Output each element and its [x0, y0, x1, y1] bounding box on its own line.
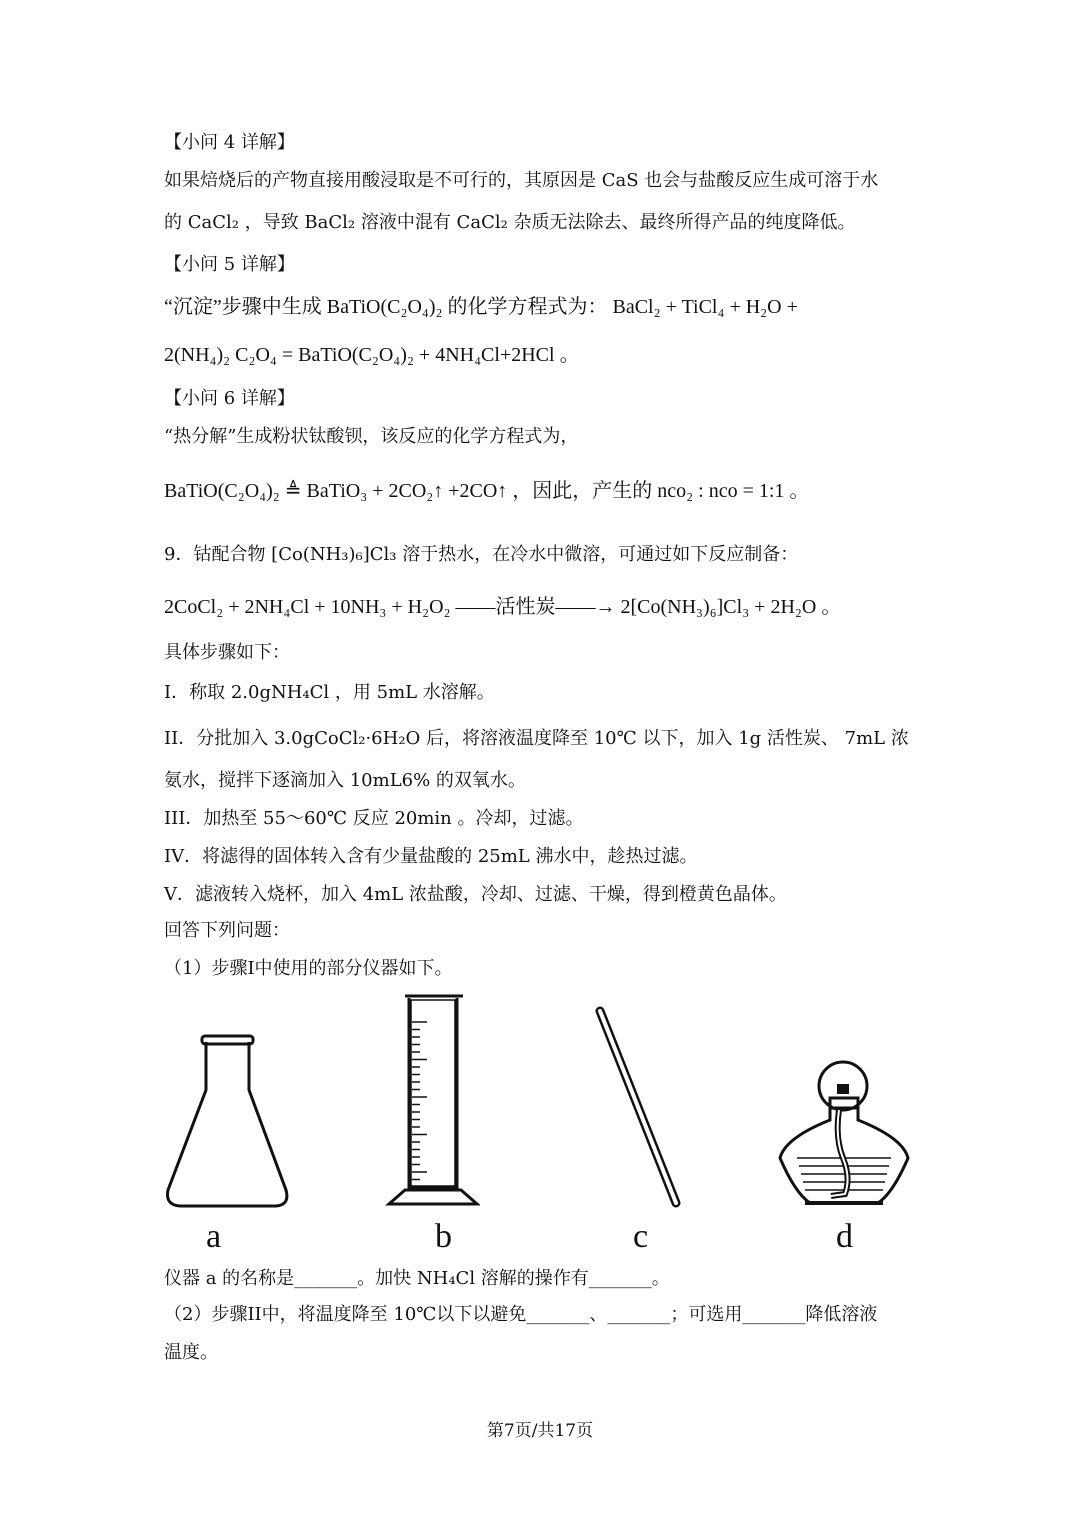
- q9-sub2-line1: （2）步骤II中，将温度降至 10℃以下以避免_______、_______；可选用_______降低溶液: [164, 1304, 878, 1325]
- q9-sub2-line2: 温度。: [164, 1342, 218, 1363]
- q9-step1: I．称取 2.0gNH₄Cl ，用 5mL 水溶解。: [164, 682, 495, 703]
- q9-sub1-question: 仪器 a 的名称是_______。加快 NH₄Cl 溶解的操作有_______。: [164, 1268, 670, 1289]
- q9-step4: IV．将滤得的固体转入含有少量盐酸的 25mL 沸水中，趁热过滤。: [164, 846, 698, 867]
- graduated-cylinder-image: [385, 992, 480, 1212]
- q6-line2: BaTiO(C₂O₄)₂ ≜ BaTiO₃ + 2CO₂↑ +2CO↑ ，因此，产生的 nco₂ : nco = 1:1 。: [164, 480, 810, 502]
- label-b: b: [435, 1218, 452, 1255]
- q9-equation: 2CoCl₂ + 2NH₄Cl + 10NH₃ + H₂O₂ ——活性炭——→ 2[Co(NH₃)₆]Cl₃ + 2H₂O 。: [164, 596, 842, 618]
- q9-steps-title: 具体步骤如下：: [164, 642, 290, 663]
- q6-line1: “热分解”生成粉状钛酸钡，该反应的化学方程式为，: [164, 426, 579, 447]
- label-a: a: [206, 1218, 222, 1255]
- q9-answer-prompt: 回答下列问题：: [164, 920, 290, 941]
- q4-line2: 的 CaCl₂ ，导致 BaCl₂ 溶液中混有 CaCl₂ 杂质无法除去、最终所得产品的纯度降低。: [164, 212, 856, 233]
- q9-step2a: II．分批加入 3.0gCoCl₂·6H₂O 后，将溶液温度降至 10℃ 以下，加入 1g 活性炭、 7mL 浓: [164, 728, 909, 749]
- q9-step2b: 氨水，搅拌下逐滴加入 10mL6% 的双氧水。: [164, 770, 526, 791]
- q4-heading: 【小问 4 详解】: [164, 132, 295, 153]
- page-number: 第7页/共17页: [486, 1421, 594, 1441]
- q9-step3: III．加热至 55～60℃ 反应 20min 。冷却，过滤。: [164, 808, 584, 829]
- q6-heading: 【小问 6 详解】: [164, 388, 295, 409]
- glass-rod-image: [590, 1005, 690, 1210]
- q9-intro: 9．钴配合物 [Co(NH₃)₆]Cl₃ 溶于热水，在冷水中微溶，可通过如下反应制备：: [164, 544, 799, 565]
- label-c: c: [633, 1218, 649, 1255]
- q4-line1: 如果焙烧后的产物直接用酸浸取是不可行的，其原因是 CaS 也会与盐酸反应生成可溶于水: [164, 170, 879, 191]
- alcohol-lamp-image: [775, 1058, 915, 1213]
- q5-line1: “沉淀”步骤中生成 BaTiO(C₂O₄)₂ 的化学方程式为： BaCl₂ + TiCl₄ + H₂O +: [164, 296, 798, 318]
- label-d: d: [836, 1218, 853, 1255]
- q5-heading: 【小问 5 详解】: [164, 254, 295, 275]
- q9-step5: V．滤液转入烧杯，加入 4mL 浓盐酸，冷却、过滤、干燥，得到橙黄色晶体。: [164, 884, 787, 905]
- erlenmeyer-flask-image: [160, 1030, 295, 1215]
- q9-sub1: （1）步骤I中使用的部分仪器如下。: [164, 958, 453, 979]
- q5-line2: 2(NH₄)₂ C₂O₄ = BaTiO(C₂O₄)₂ + 4NH₄Cl+2HCl 。: [164, 344, 580, 366]
